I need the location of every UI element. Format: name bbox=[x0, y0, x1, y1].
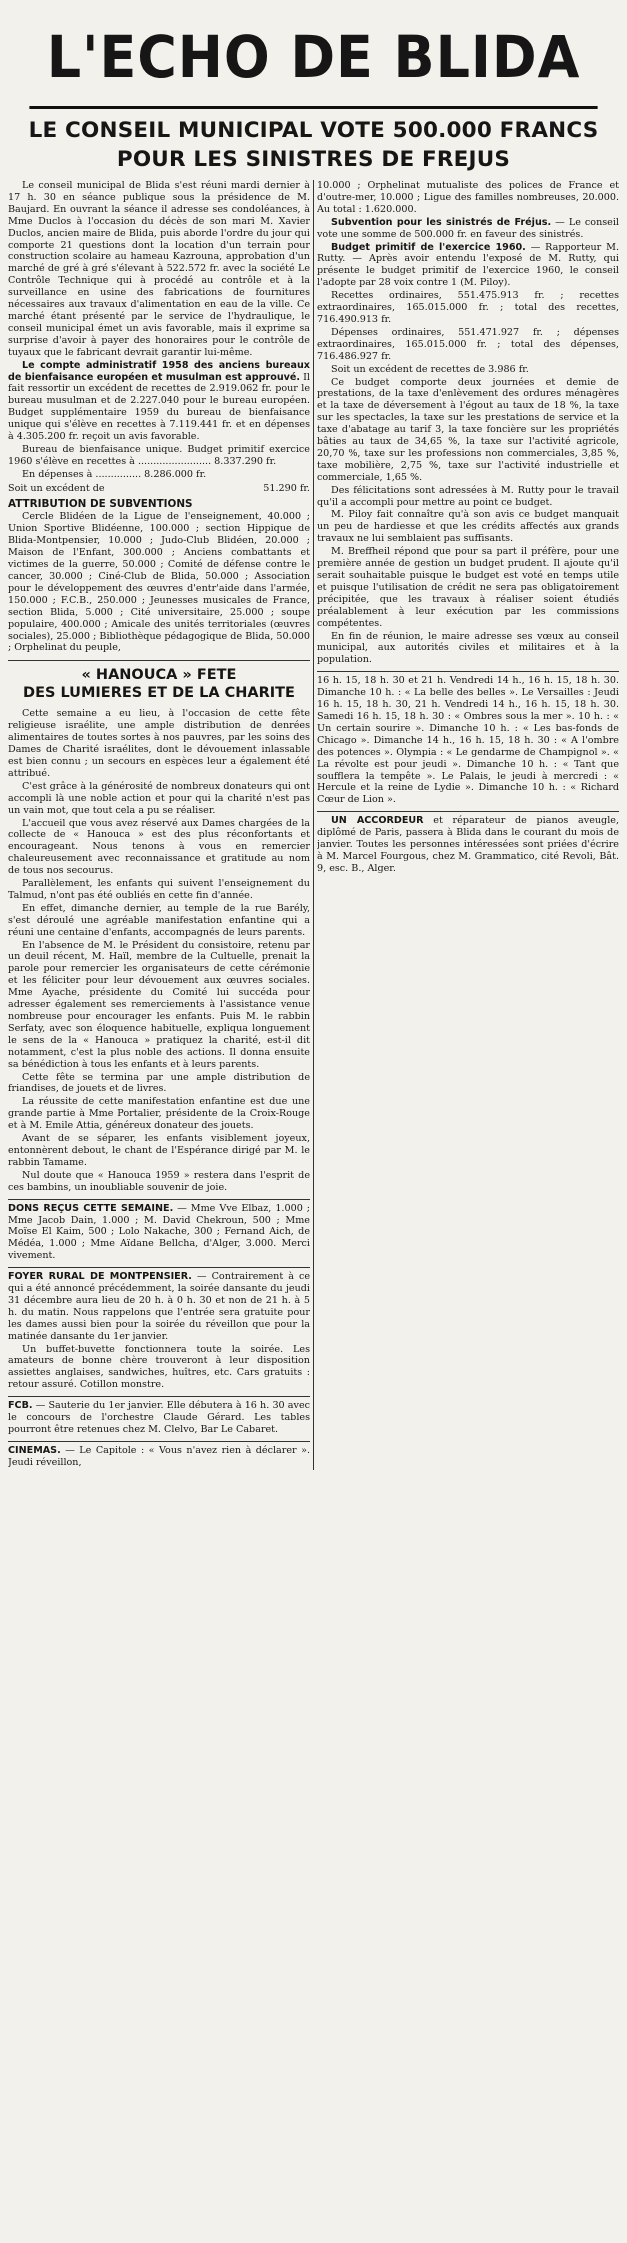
hanouca-paragraph: Cette semaine a eu lieu, à l'occasion de cette fête religieuse israélite, une ample distribution de denrées alimentaires de toutes sortes à nos pauvres, par les soins des Dames de Charité israélites, dont le dévouement inlassable est bien connu ; un secours en espèces leur a également été attribué. bbox=[8, 708, 310, 779]
headline-line-2: POUR LES SINISTRES DE FREJUS bbox=[116, 147, 511, 172]
foyer-notice bbox=[8, 1271, 310, 1342]
excedent-value: 51.290 fr. bbox=[263, 482, 310, 494]
hanouca-paragraph: En effet, dimanche dernier, au temple de la rue Barély, s'est déroulé une agréable manifestation enfantine qui a réuni une centaine d'enfants, accompagnés de leurs parents. bbox=[8, 902, 310, 938]
subvention-subhead: ATTRIBUTION DE SUBVENTIONS bbox=[8, 497, 193, 510]
conseil-paragraph: Dépenses ordinaires, 551.471.927 fr. ; dépenses extraordinaires, 165.015.000 fr. ; total des dépenses, 716.486.927 fr. bbox=[317, 326, 619, 362]
subvention-list-cont: 10.000 ; Orphelinat mutualiste des polices de France et d'outre-mer, 10.000 ; Ligue des familles nombreuses, 20.000. Au total : 1.620.000. bbox=[317, 180, 619, 215]
section-divider bbox=[317, 811, 619, 812]
fcb-notice bbox=[8, 1400, 310, 1436]
hanouca-article bbox=[8, 660, 310, 1193]
excedent-label: Soit un excédent de bbox=[8, 482, 105, 494]
conseil-paragraph: M. Piloy fait connaître qu'à son avis ce budget manquait un peu de hardiesse et que les crédits affectés aux grands travaux ne lui semblaient pas suffisants. bbox=[317, 509, 619, 545]
foyer-paragraph: Un buffet-buvette fonctionnera toute la soirée. Les amateurs de bonne chère trouveront à leur disposition assiettes anglaises, sandwiches, huîtres, etc. Cars gratuits : retour assuré. Cotillon monstre. bbox=[8, 1343, 310, 1391]
conseil-compte-head: Le compte administratif 1958 des anciens bureaux de bienfaisance européen et musulman est approuvé. bbox=[8, 359, 310, 383]
frejus-paragraph bbox=[317, 217, 619, 241]
body-columns bbox=[8, 180, 619, 1470]
cinemas-body: — Le Capitole : « Vous n'avez rien à déclarer ». Jeudi réveillon, bbox=[8, 1444, 310, 1468]
hanouca-title bbox=[8, 666, 310, 702]
excedent-line bbox=[8, 483, 310, 495]
hanouca-title-line-1: « HANOUCA » FETE bbox=[81, 667, 237, 684]
hanouca-paragraph: L'accueil que vous avez réservé aux Dames chargées de la collecte de « Hanouca » est des plus réconfortants et encourageant. Nous tenons à vous en remercier chaleureusement avec reconnaissance et gratitude au nom de tous nos secourus. bbox=[8, 817, 310, 877]
right-column bbox=[317, 180, 619, 1470]
section-divider bbox=[8, 1441, 310, 1442]
cinema-program: 16 h. 15, 18 h. 30 et 21 h. Vendredi 14 h., 16 h. 15, 18 h. 30. Dimanche 10 h. : « La belle des belles ». Le Versailles : Jeudi 16 h. 15, 18 h. 30, 21 h. Vendredi 14 h., 16 h. 15, 18 h. 30. Samedi 16 h. 15, 18 h. 30 : « Ombres sous la mer ». 10 h. : « Un certain sourire ». Dimanche 10 h. : « Les bas-fonds de Chicago ». Dimanche 14 h., 16 h. 15, 18 h. 30 : « A l'ombre des potences ». Olympia : « Le gendarme de Champignol ». « La révolte est pour jeudi ». Dimanche 10 h. : « Tant que soufflera la tempête ». Le Palais, le jeudi à mercredi : « Hercule et la reine de Lydie ». Dimanche 10 h. : « Richard Cœur de Lion ». bbox=[317, 675, 619, 806]
hanouca-paragraph: C'est grâce à la générosité de nombreux donateurs qui ont accompli là une noble action et pour qui la charité n'est pas un vain mot, que tout cela a pu se réaliser. bbox=[8, 780, 310, 816]
conseil-paragraph: En fin de réunion, le maire adresse ses vœux au conseil municipal, aux autorités civiles et militaires et à la population. bbox=[317, 630, 619, 666]
hanouca-paragraph: Nul doute que « Hanouca 1959 » restera dans l'esprit de ces bambins, un inoubliable souvenir de joie. bbox=[8, 1169, 310, 1193]
section-divider bbox=[8, 1396, 310, 1397]
conseil-paragraph: Soit un excédent de recettes de 3.986 fr. bbox=[331, 363, 529, 375]
conseil-compte-body: Il fait ressortir un excédent de recettes de 2.919.062 fr. pour le bureau musulman et de 2.227.040 pour le bureau européen. Budget supplémentaire 1959 du bureau de bienfaisance unique qui s'élève en recettes à 7.119.441 fr. et en dépenses à 4.305.200 fr. reçoit un avis favorable. bbox=[8, 371, 310, 443]
accordeur-body: et réparateur de pianos aveugle, diplômé de Paris, passera à Blida dans le courant du mois de janvier. Toutes les personnes intéressées sont priées d'écrire à M. Marcel Fourgous, chez M. Grammatico, cité Revoli, Bât. 9, esc. B., Alger. bbox=[317, 815, 619, 874]
cinemas-head: CINEMAS. bbox=[8, 1444, 61, 1456]
budget-head: Budget primitif de l'exercice 1960. bbox=[331, 241, 526, 253]
budget-body: — Rapporteur M. Rutty. — Après avoir entendu l'exposé de M. Rutty, qui présente le budget primitif de l'exercice 1960, le conseil l'adopte par 28 voix contre 1 (M. Piloy). bbox=[317, 241, 619, 289]
conseil-paragraph: Ce budget comporte deux journées et demie de prestations, de la taxe d'enlèvement des ordures ménagères et la taxe de déversement à l'égout au taux de 18 %, la taxe sur les spectacles, la taxe sur les prestations de service et la taxe d'abatage au tarif 3, la taxe foncière sur les propriétés bâties au taux de 34,65 %, la taxe sur l'activité agricole, 20,70 %, taxe sur les professions non commerciales, 3,85 %, taxe mobilière, 2,75 %, taxe sur l'activité industrielle et commerciale, 1,65 %. bbox=[317, 376, 619, 483]
conseil-paragraph: En dépenses à ............... 8.286.000 fr. bbox=[22, 468, 207, 480]
hanouca-paragraph: Parallèlement, les enfants qui suivent l'enseignement du Talmud, n'ont pas été oubliés en cette fin d'année. bbox=[8, 878, 310, 901]
masthead: L'ECHO DE BLIDA bbox=[29, 8, 597, 109]
dons-body: — Mme Vve Elbaz, 1.000 ; Mme Jacob Dain, 1.000 ; M. David Chekroun, 500 ; Mme Moïse El Kaim, 500 ; Lolo Nakache, 300 ; Fernand Aich, de Médéa, 1.000 ; Mme Aïdane Bellcha, d'Alger, 3.000. Merci vivement. bbox=[8, 1202, 310, 1262]
conseil-paragraph bbox=[8, 360, 310, 443]
conseil-paragraph: Bureau de bienfaisance unique. Budget primitif exercice 1960 s'élève en recettes à ........................ 8.337.290 fr. bbox=[8, 443, 310, 467]
section-divider bbox=[8, 1267, 310, 1268]
left-column bbox=[8, 180, 310, 1470]
budget-paragraph bbox=[317, 242, 619, 290]
hanouca-paragraph: Cette fête se termina par une ample distribution de friandises, de jouets et de livres. bbox=[8, 1071, 310, 1095]
section-divider bbox=[8, 1199, 310, 1200]
conseil-paragraph: Recettes ordinaires, 551.475.913 fr. ; recettes extraordinaires, 165.015.000 fr. ; total des recettes, 716.490.913 fr. bbox=[317, 290, 619, 325]
accordeur-notice bbox=[317, 815, 619, 875]
cinemas-notice bbox=[8, 1445, 310, 1469]
fcb-head: FCB. bbox=[8, 1400, 33, 1412]
section-divider bbox=[317, 671, 619, 672]
frejus-head: Subvention pour les sinistrés de Fréjus. bbox=[331, 216, 552, 228]
column-divider bbox=[313, 180, 314, 1470]
conseil-paragraph: Des félicitations sont adressées à M. Rutty pour le travail qu'il a accompli pour mettre au point ce budget. bbox=[317, 484, 619, 508]
accordeur-head: UN ACCORDEUR bbox=[331, 815, 424, 827]
hanouca-paragraph: En l'absence de M. le Président du consistoire, retenu par un deuil récent, M. Haïl, membre de la Cultuelle, prenait la parole pour remercier les organisateurs de cette cérémonie et les féliciter pour leur dévouement aux œuvres sociales. Mme Ayache, présidente du Comité lui succéda pour adresser également ses remerciements à l'assistance venue nombreuse pour encourager les enfants. Puis M. le rabbin Serfaty, avec son éloquence habituelle, expliqua longuement le sens de la « Hanouca » pratiquez la charité, est-il dit notamment, c'est la plus noble des actions. Il donna ensuite sa bénédiction à tous les enfants et à leurs parents. bbox=[8, 939, 310, 1070]
fcb-body: — Sauterie du 1er janvier. Elle débutera à 16 h. 30 avec le concours de l'orchestre Claude Gérard. Les tables pourront être retenues chez M. Clelvo, Bar Le Cabaret. bbox=[8, 1400, 310, 1435]
foyer-head: FOYER RURAL DE MONTPENSIER. bbox=[8, 1271, 192, 1283]
dons-notice bbox=[8, 1203, 310, 1263]
foyer-body: — Contrairement à ce qui a été annoncé précédemment, la soirée dansante du jeudi 31 décembre aura lieu de 20 h. à 0 h. 30 et non de 21 h. à 5 h. du matin. Nous rappelons que l'entrée sera gratuite pour les dames aussi bien pour la soirée du réveillon que pour la matinée dansante du 1er janvier. bbox=[8, 1271, 310, 1342]
hanouca-title-line-2: DES LUMIERES ET DE LA CHARITE bbox=[23, 685, 295, 702]
conseil-paragraph: M. Breffheil répond que pour sa part il préfère, pour une première année de gestion un budget prudent. Il ajoute qu'il serait souhaitable puisque le budget est voté en temps utile et puisque l'utilisation de crédit ne sera pas obligatoirement précipitée, que les travaux à réaliser soient étudiés préalablement à leur exécution par les commissions compétentes. bbox=[317, 546, 619, 629]
hanouca-paragraph: La réussite de cette manifestation enfantine est due une grande partie à Mme Portalier, présidente de la Croix-Rouge et à M. Emile Attia, généreux donateur des jouets. bbox=[8, 1096, 310, 1132]
headline bbox=[8, 116, 619, 174]
conseil-paragraph: Le conseil municipal de Blida s'est réuni mardi dernier à 17 h. 30 en séance publique sous la présidence de M. Baujard. En ouvrant la séance il adresse ses condoléances, à Mme Duclos à l'occasion du décès de son mari M. Xavier Duclos, ancien maire de Blida, puis aborde l'ordre du jour qui comporte 21 questions dont la location d'un terrain pour construction scolaire au hameau Kazrouna, approbation d'un marché de gré à gré s'élevant à 522.572 fr. avec la société Le Contrôle Technique qui à procédé au contrôle et à la surveillance en usine des fabrications de fournitures nécessaires aux travaux d'alimentation en eau de la ville. Ce marché étant présenté par le service de l'hydraulique, le conseil municipal émet un avis favorable, mais il exprime sa surprise d'avoir à payer des honoraires pour le contrôle de tuyaux que le fabricant devrait garantir lui-même. bbox=[8, 180, 310, 358]
frejus-body: — Le conseil vote une somme de 500.000 fr. en faveur des sinistrés. bbox=[317, 216, 619, 240]
dons-head: DONS REÇUS CETTE SEMAINE. bbox=[8, 1202, 174, 1214]
hanouca-paragraph: Avant de se séparer, les enfants visiblement joyeux, entonnèrent debout, le chant de l'Espérance dirigé par M. le rabbin Tamame. bbox=[8, 1133, 310, 1168]
subvention-list: Cercle Blidéen de la Ligue de l'enseignement, 40.000 ; Union Sportive Blidéenne, 100.000 ; section Hippique de Blida-Montpensier, 10.000 ; Judo-Club Blidéen, 20.000 ; Maison de l'Enfant, 300.000 ; Anciens combattants et victimes de la guerre, 50.000 ; Comité de défense contre le cancer, 30.000 ; Ciné-Club de Blida, 50.000 ; Association pour le développement des œuvres d'entr'aide dans l'armée, 150.000 ; F.C.B., 250.000 ; Jeunesses musicales de France, section Blida, 5.000 ; Cité universitaire, 25.000 ; soupe populaire, 400.000 ; Amicale des unités territoriales (œuvres sociales), 25.000 ; Bibliothèque pédagogique de Blida, 50.000 ; Orphelinat du peuple, bbox=[8, 511, 310, 654]
headline-line-1: LE CONSEIL MUNICIPAL VOTE 500.000 FRANCS bbox=[28, 118, 599, 143]
